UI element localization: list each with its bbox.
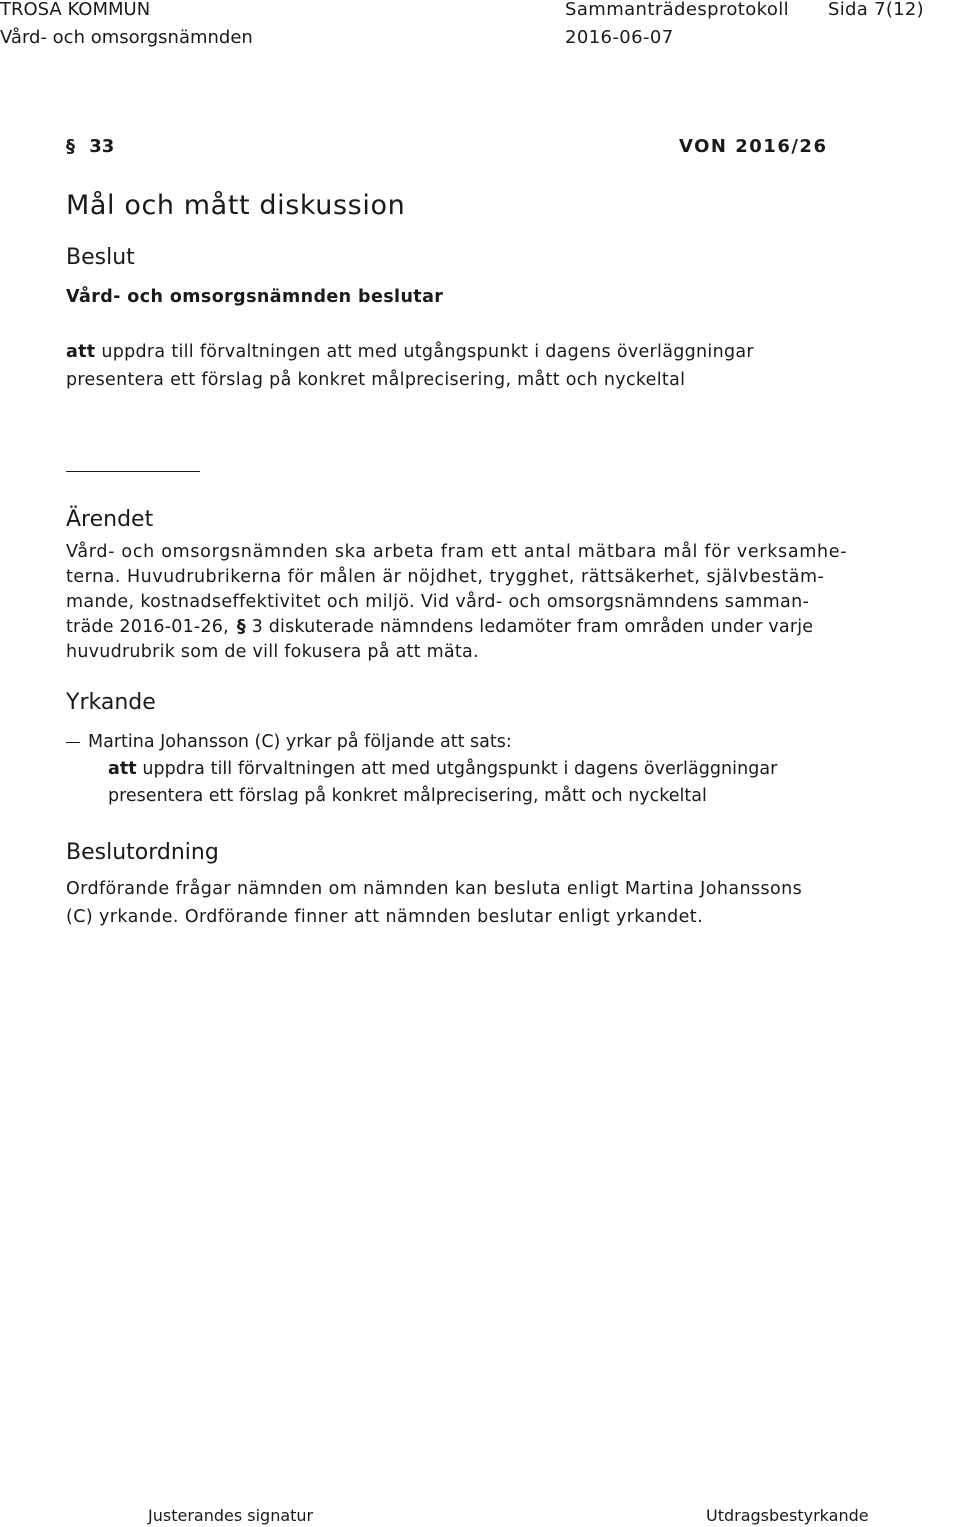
dash-bullet (66, 742, 80, 743)
beslutordning-line-2: (C) yrkande. Ordförande finner att nämnden beslutar enligt yrkandet. (66, 907, 704, 927)
decision-text: uppdra till förvaltningen att med utgångspunkt i dagens överläggningar (95, 342, 754, 362)
committee-name: Vård- och omsorgsnämnden (0, 27, 253, 48)
section-heading-beslutordning: Beslutordning (66, 840, 219, 865)
arendet-line-4-end: 3 diskuterade nämndens ledamöter fram områden under varje (245, 617, 814, 637)
decision-text-line-2: presentera ett förslag på konkret målprecisering, mått och nyckeltal (66, 370, 686, 390)
arendet-line-5: huvudrubrik som de vill fokusera på att mäta. (66, 642, 479, 662)
proposal-text: uppdra till förvaltningen att med utgångspunkt i dagens överläggningar (136, 759, 778, 779)
footer-extract: Utdragsbestyrkande (706, 1506, 869, 1525)
arendet-line-4-start: träde 2016-01-26, (66, 617, 229, 637)
att-keyword: att (108, 759, 137, 779)
proposal-text-line (108, 759, 777, 779)
section-symbol: § (236, 617, 246, 637)
beslutordning-line-1: Ordförande frågar nämnden om nämnden kan besluta enligt Martina Johanssons (66, 879, 803, 899)
footer-signature: Justerandes signatur (148, 1506, 314, 1525)
decision-text-line (66, 342, 754, 362)
section-symbol: § (66, 136, 75, 157)
proposal-text-line-2: presentera ett förslag på konkret målprecisering, mått och nyckeltal (108, 786, 707, 806)
meeting-date: 2016-06-07 (565, 27, 674, 48)
arendet-line-4 (66, 617, 813, 637)
page-number: Sida 7(12) (828, 0, 925, 20)
paragraph-number-value: 33 (89, 136, 115, 157)
org-name: TROSA KOMMUN (0, 0, 151, 20)
separator-line (66, 471, 200, 472)
page-title: Mål och mått diskussion (66, 190, 406, 221)
diary-reference: VON 2016/26 (679, 136, 828, 157)
section-heading-beslut: Beslut (66, 245, 135, 270)
arendet-line-3: mande, kostnadseffektivitet och miljö. Vid vård- och omsorgsnämndens samman- (66, 592, 810, 612)
document-type: Sammanträdesprotokoll (565, 0, 790, 20)
att-keyword: att (66, 342, 96, 362)
arendet-line-1: Vård- och omsorgsnämnden ska arbeta fram ett antal mätbara mål för verksamhe- (66, 542, 848, 562)
decision-subheading: Vård- och omsorgsnämnden beslutar (66, 287, 444, 307)
arendet-line-2: terna. Huvudrubrikerna för målen är nöjdhet, trygghet, rättsäkerhet, självbestäm- (66, 567, 825, 587)
paragraph-number (66, 137, 114, 157)
proposer-text: Martina Johansson (C) yrkar på följande att sats: (88, 732, 512, 752)
proposal-item (66, 732, 512, 752)
section-heading-yrkande: Yrkande (66, 690, 156, 715)
section-heading-arendet: Ärendet (66, 507, 154, 532)
